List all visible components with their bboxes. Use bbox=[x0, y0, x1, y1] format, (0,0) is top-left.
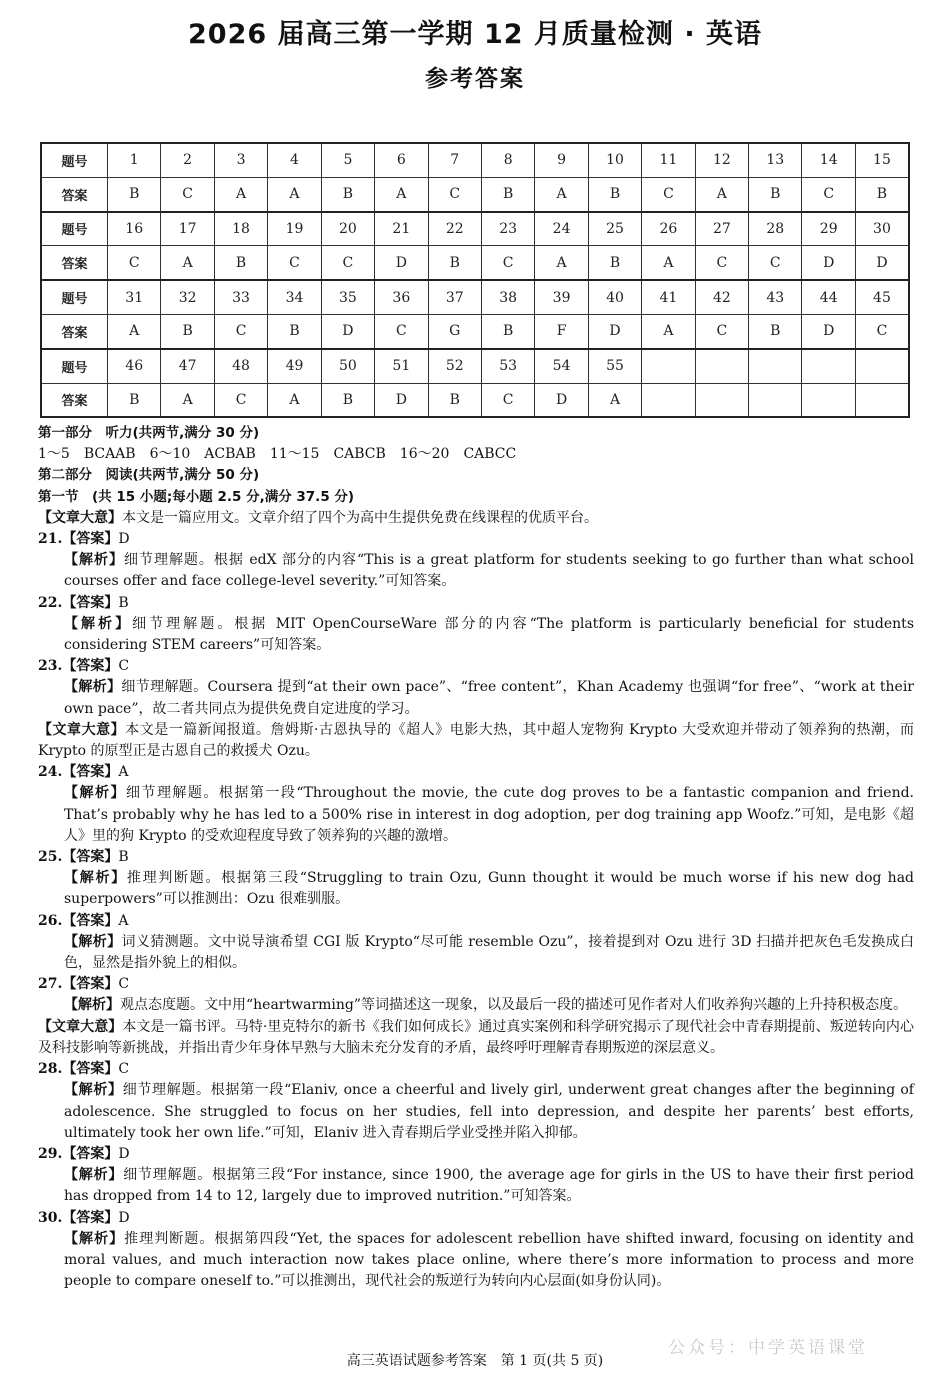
answer-label: 答案 bbox=[41, 314, 108, 348]
answer-cell: B bbox=[749, 177, 802, 211]
answer-cell: A bbox=[268, 177, 321, 211]
analysis-tag: 【解析】 bbox=[64, 997, 120, 1014]
answer-cell: A bbox=[535, 177, 588, 211]
analysis-tag: 【解析】 bbox=[64, 1167, 124, 1184]
answer-cell bbox=[802, 383, 855, 417]
answer-cell: B bbox=[428, 246, 481, 280]
question-answer-line bbox=[38, 911, 914, 932]
question-number-cell: 1 bbox=[108, 143, 161, 177]
question-number-cell: 4 bbox=[268, 143, 321, 177]
question-number: 28. bbox=[38, 1061, 63, 1078]
question-answer-line bbox=[38, 847, 914, 868]
question-explanation bbox=[38, 1165, 914, 1207]
question-number-cell: 20 bbox=[321, 212, 374, 246]
answer-cell: C bbox=[108, 246, 161, 280]
answer-tag: 【答案】 bbox=[62, 531, 119, 548]
analysis-tag: 【解析】 bbox=[64, 870, 127, 887]
answer-cell: B bbox=[268, 314, 321, 348]
question-number-cell: 37 bbox=[428, 280, 481, 314]
passage-summary: 【文章大意】本文是一篇书评。马特·里克特尔的新书《我们如何成长》通过真实案例和科学研究揭示了现代社会中青春期提前、叛逆转向内心及科技影响等新挑战，并指出青少年身体早熟与大脑未充分发育的矛盾，最终呼吁理解青春期叛逆的深层意义。 bbox=[38, 1018, 914, 1056]
question-number-row bbox=[41, 143, 909, 177]
explanation-text: 细节理解题。根据第一段“Throughout the movie, the cute dog proves to be a fantastic companion and friend. That’s probably why he has led to a 500% rise in interest in dog adoption, per dog training app Woofz.”可知，是电影《超人》里的狗 Krypto 的受欢迎程度导致了领养狗的兴趣的激增。 bbox=[64, 785, 915, 844]
question-answer: C bbox=[118, 976, 130, 993]
answer-cell: A bbox=[642, 246, 695, 280]
explanation-text: 观点态度题。文中用“heartwarming”等词描述这一现象，以及最后一段的描述可见作者对人们收养狗兴趣的上升持积极态度。 bbox=[120, 997, 908, 1014]
question-number: 29. bbox=[38, 1145, 63, 1162]
answer-tag: 【答案】 bbox=[62, 976, 119, 993]
question-number-cell bbox=[855, 349, 909, 383]
answer-cell: D bbox=[375, 383, 428, 417]
question-number-cell: 36 bbox=[375, 280, 428, 314]
question-explanation bbox=[38, 677, 914, 719]
question-number-cell: 52 bbox=[428, 349, 481, 383]
answer-cell: C bbox=[802, 177, 855, 211]
question-explanation bbox=[38, 932, 914, 974]
question-number-cell: 26 bbox=[642, 212, 695, 246]
answer-cell: C bbox=[214, 314, 267, 348]
question-explanation bbox=[38, 1229, 914, 1293]
question-number: 21. bbox=[38, 531, 63, 548]
answer-cell: D bbox=[802, 314, 855, 348]
question-answer: D bbox=[118, 1209, 130, 1226]
answer-explanations bbox=[38, 423, 914, 1292]
explanation-text: 词义猜测题。文中说导演希望 CGI 版 Krypto“尽可能 resemble Ozu”，接着提到对 Ozu 进行 3D 扫描并把灰色毛发换成白色，显然是指外貌上的相似。 bbox=[64, 933, 915, 972]
answer-cell: C bbox=[695, 246, 748, 280]
answer-cell bbox=[749, 383, 802, 417]
answer-tag: 【答案】 bbox=[62, 594, 119, 611]
question-number-cell: 54 bbox=[535, 349, 588, 383]
answer-row bbox=[41, 177, 909, 211]
answer-cell: G bbox=[428, 314, 481, 348]
question-number-cell: 5 bbox=[321, 143, 374, 177]
answer-cell: C bbox=[695, 314, 748, 348]
question-number: 26. bbox=[38, 912, 63, 929]
answer-cell: F bbox=[535, 314, 588, 348]
question-number-cell: 11 bbox=[642, 143, 695, 177]
question-number-cell: 2 bbox=[161, 143, 214, 177]
question-number-cell: 44 bbox=[802, 280, 855, 314]
question-number-cell: 55 bbox=[588, 349, 641, 383]
question-number-cell: 18 bbox=[214, 212, 267, 246]
question-answer: A bbox=[118, 912, 129, 929]
answer-tag: 【答案】 bbox=[62, 1145, 119, 1162]
answer-label: 答案 bbox=[41, 177, 108, 211]
question-number-cell: 50 bbox=[321, 349, 374, 383]
question-number-cell: 41 bbox=[642, 280, 695, 314]
answer-tag: 【答案】 bbox=[62, 1061, 119, 1078]
answer-cell: B bbox=[321, 177, 374, 211]
question-number-cell: 47 bbox=[161, 349, 214, 383]
answer-label: 答案 bbox=[41, 383, 108, 417]
question-number-cell: 21 bbox=[375, 212, 428, 246]
answer-key-table bbox=[40, 142, 910, 418]
analysis-tag: 【解析】 bbox=[64, 552, 124, 569]
explanation-text: 细节理解题。根据第三段“For instance, since 1900, the average age for girls in the US to have their first period has dropped from 14 to 12, largely due to improved nutrition.”可知答案。 bbox=[64, 1167, 914, 1205]
answer-cell: A bbox=[161, 246, 214, 280]
analysis-tag: 【解析】 bbox=[64, 1230, 125, 1247]
question-answer: C bbox=[118, 658, 130, 675]
question-number: 22. bbox=[38, 594, 63, 611]
question-label: 题号 bbox=[41, 212, 108, 246]
analysis-tag: 【解析】 bbox=[64, 679, 122, 696]
explanation-text: 推理判断题。根据第三段“Struggling to train Ozu, Gunn thought it would be much worse if his new dog had superpowers”可以推测出：Ozu 很难驯服。 bbox=[64, 870, 915, 908]
question-number-cell: 3 bbox=[214, 143, 267, 177]
explanation-text: 细节理解题。根据第一段“Elaniv, once a cheerful and lively girl, underwent great changes after the beginning of adolescence. She struggled to focus on her studies, fell into depression, and despite her parents’ best efforts, ultimately took her own life.”可知，Elaniv 进入青春期后学业受挫并陷入抑郁。 bbox=[64, 1082, 914, 1141]
answer-label: 答案 bbox=[41, 246, 108, 280]
question-number-cell: 42 bbox=[695, 280, 748, 314]
explanation-text: 细节理解题。根据 MIT OpenCourseWare 部分的内容“The platform is particularly beneficial for students considering STEM careers”可知答案。 bbox=[64, 615, 914, 654]
answer-cell: C bbox=[481, 383, 534, 417]
question-answer-line bbox=[38, 1208, 914, 1229]
question-number-cell: 43 bbox=[749, 280, 802, 314]
answer-cell: C bbox=[214, 383, 267, 417]
question-number: 25. bbox=[38, 849, 63, 866]
question-answer: D bbox=[118, 531, 130, 548]
answer-cell: C bbox=[375, 314, 428, 348]
question-number-cell: 8 bbox=[481, 143, 534, 177]
question-number-cell: 23 bbox=[481, 212, 534, 246]
answer-cell: B bbox=[855, 177, 909, 211]
passage-summary: 【文章大意】本文是一篇应用文。文章介绍了四个为高中生提供免费在线课程的优质平台。 bbox=[38, 509, 598, 526]
answer-cell: B bbox=[108, 177, 161, 211]
answer-tag: 【答案】 bbox=[62, 764, 119, 781]
question-number-cell: 30 bbox=[855, 212, 909, 246]
question-answer-line bbox=[38, 974, 914, 995]
question-number-cell: 32 bbox=[161, 280, 214, 314]
explanation-text: 细节理解题。Coursera 提到“at their own pace”、“free content”，Khan Academy 也强调“for free”、“work at their own pace”，故二者共同点为提供免费自定进度的学习。 bbox=[64, 679, 915, 717]
question-explanation bbox=[38, 995, 914, 1016]
question-number-cell: 7 bbox=[428, 143, 481, 177]
question-number: 24. bbox=[38, 764, 63, 781]
page-title: 2026 届高三第一学期 12 月质量检测 · 英语 bbox=[188, 19, 762, 50]
question-number-cell: 34 bbox=[268, 280, 321, 314]
question-number-cell: 25 bbox=[588, 212, 641, 246]
question-answer-line bbox=[38, 529, 914, 550]
question-number-cell: 13 bbox=[749, 143, 802, 177]
answer-cell: A bbox=[108, 314, 161, 348]
question-number-cell: 46 bbox=[108, 349, 161, 383]
answer-tag: 【答案】 bbox=[62, 912, 119, 929]
question-number: 27. bbox=[38, 976, 63, 993]
section-heading-listening: 第一部分 听力(共两节,满分 30 分) bbox=[38, 425, 260, 441]
question-answer-line bbox=[38, 762, 914, 783]
answer-cell: B bbox=[321, 383, 374, 417]
answer-cell: A bbox=[214, 177, 267, 211]
answer-cell: A bbox=[268, 383, 321, 417]
question-explanation bbox=[38, 783, 914, 847]
answer-cell: C bbox=[481, 246, 534, 280]
answer-cell: B bbox=[214, 246, 267, 280]
question-answer-line bbox=[38, 1059, 914, 1080]
answer-cell: D bbox=[375, 246, 428, 280]
analysis-tag: 【解析】 bbox=[64, 1082, 123, 1099]
question-number-cell: 49 bbox=[268, 349, 321, 383]
question-answer: B bbox=[118, 594, 129, 611]
answer-cell bbox=[642, 383, 695, 417]
answer-cell: C bbox=[642, 177, 695, 211]
question-number-cell: 12 bbox=[695, 143, 748, 177]
question-number-cell: 31 bbox=[108, 280, 161, 314]
question-number-cell: 27 bbox=[695, 212, 748, 246]
page-subtitle: 参考答案 bbox=[425, 66, 525, 92]
question-answer: D bbox=[118, 1145, 130, 1162]
question-number-cell: 38 bbox=[481, 280, 534, 314]
question-explanation bbox=[38, 550, 914, 592]
answer-cell: C bbox=[855, 314, 909, 348]
answer-cell: D bbox=[855, 246, 909, 280]
answer-cell: A bbox=[642, 314, 695, 348]
question-number-cell: 16 bbox=[108, 212, 161, 246]
answer-cell: B bbox=[481, 177, 534, 211]
analysis-tag: 【解析】 bbox=[64, 785, 126, 802]
answer-cell: A bbox=[695, 177, 748, 211]
question-number-cell: 22 bbox=[428, 212, 481, 246]
answer-cell: A bbox=[535, 246, 588, 280]
question-number-cell: 39 bbox=[535, 280, 588, 314]
page-footer: 高三英语试题参考答案 第 1 页(共 5 页) bbox=[346, 1353, 604, 1369]
section-heading-reading: 第二部分 阅读(共两节,满分 50 分) bbox=[38, 467, 260, 484]
question-number-cell: 10 bbox=[588, 143, 641, 177]
watermark: 公众号：中学英语课堂 bbox=[668, 1338, 868, 1358]
question-number-cell: 51 bbox=[375, 349, 428, 383]
question-number: 30. bbox=[38, 1209, 63, 1226]
question-number-cell: 33 bbox=[214, 280, 267, 314]
answer-tag: 【答案】 bbox=[62, 1209, 119, 1226]
question-number-row bbox=[41, 280, 909, 314]
question-number-cell: 40 bbox=[588, 280, 641, 314]
explanation-text: 推理判断题。根据第四段“Yet, the spaces for adolescent rebellion have shifted inward, focusing on identity and moral values, and much interaction now takes place online, where there’s more information to process and more people to compare oneself to.”可以推测出，现代社会的叛逆行为转向内心层面(如身份认同)。 bbox=[64, 1230, 915, 1290]
question-number-cell: 19 bbox=[268, 212, 321, 246]
question-explanation bbox=[38, 614, 914, 656]
analysis-tag: 【解析】 bbox=[64, 933, 122, 950]
answer-cell: A bbox=[375, 177, 428, 211]
answer-cell: B bbox=[161, 314, 214, 348]
answer-cell: C bbox=[321, 246, 374, 280]
question-number-cell bbox=[802, 349, 855, 383]
question-label: 题号 bbox=[41, 349, 108, 383]
answer-cell: B bbox=[108, 383, 161, 417]
question-number-cell: 24 bbox=[535, 212, 588, 246]
question-explanation bbox=[38, 868, 914, 910]
question-number-cell bbox=[749, 349, 802, 383]
question-number-cell: 45 bbox=[855, 280, 909, 314]
question-number-cell bbox=[642, 349, 695, 383]
answer-cell bbox=[855, 383, 909, 417]
passage-summary: 【文章大意】本文是一篇新闻报道。詹姆斯·古恩执导的《超人》电影大热，其中超人宠物狗 Krypto 大受欢迎并带动了领养狗的热潮，而 Krypto 的原型正是古恩自己的救援犬 Ozu。 bbox=[38, 721, 914, 760]
question-number-cell: 17 bbox=[161, 212, 214, 246]
answer-cell: B bbox=[749, 314, 802, 348]
question-answer: B bbox=[118, 849, 129, 866]
question-number-cell: 28 bbox=[749, 212, 802, 246]
section-heading-reading-part1: 第一节 (共 15 小题;每小题 2.5 分,满分 37.5 分) bbox=[38, 488, 355, 505]
listening-answers: 1～5 BCAAB 6～10 ACBAB 11～15 CABCB 16～20 CABCC bbox=[38, 446, 517, 463]
answer-cell: A bbox=[161, 383, 214, 417]
question-number-row bbox=[41, 349, 909, 383]
question-answer-line bbox=[38, 593, 914, 614]
question-label: 题号 bbox=[41, 143, 108, 177]
answer-cell bbox=[695, 383, 748, 417]
answer-cell: D bbox=[535, 383, 588, 417]
question-number: 23. bbox=[38, 658, 63, 675]
answer-tag: 【答案】 bbox=[62, 658, 119, 675]
answer-tag: 【答案】 bbox=[62, 849, 119, 866]
question-explanation bbox=[38, 1080, 914, 1144]
question-number-cell: 35 bbox=[321, 280, 374, 314]
explanation-text: 细节理解题。根据 edX 部分的内容“This is a great platform for students seeking to go further than what school courses offer and face college-level severity.”可知答案。 bbox=[64, 552, 914, 590]
answer-cell: A bbox=[588, 383, 641, 417]
answer-cell: C bbox=[268, 246, 321, 280]
question-number-cell: 14 bbox=[802, 143, 855, 177]
analysis-tag: 【解析】 bbox=[64, 615, 133, 632]
question-label: 题号 bbox=[41, 280, 108, 314]
answer-row bbox=[41, 383, 909, 417]
question-answer-line bbox=[38, 656, 914, 677]
answer-cell: C bbox=[428, 177, 481, 211]
answer-cell: C bbox=[161, 177, 214, 211]
answer-cell: B bbox=[481, 314, 534, 348]
question-number-cell: 15 bbox=[855, 143, 909, 177]
question-number-cell: 6 bbox=[375, 143, 428, 177]
answer-cell: B bbox=[428, 383, 481, 417]
answer-cell: D bbox=[802, 246, 855, 280]
answer-cell: B bbox=[588, 246, 641, 280]
answer-cell: D bbox=[321, 314, 374, 348]
answer-cell: D bbox=[588, 314, 641, 348]
question-number-cell: 53 bbox=[481, 349, 534, 383]
answer-row bbox=[41, 246, 909, 280]
question-number-cell bbox=[695, 349, 748, 383]
question-answer: C bbox=[118, 1061, 130, 1078]
answer-row bbox=[41, 314, 909, 348]
question-number-cell: 29 bbox=[802, 212, 855, 246]
answer-cell: C bbox=[749, 246, 802, 280]
question-answer-line bbox=[38, 1144, 914, 1165]
question-number-cell: 9 bbox=[535, 143, 588, 177]
question-number-row bbox=[41, 212, 909, 246]
question-answer: A bbox=[118, 764, 129, 781]
answer-cell: B bbox=[588, 177, 641, 211]
question-number-cell: 48 bbox=[214, 349, 267, 383]
